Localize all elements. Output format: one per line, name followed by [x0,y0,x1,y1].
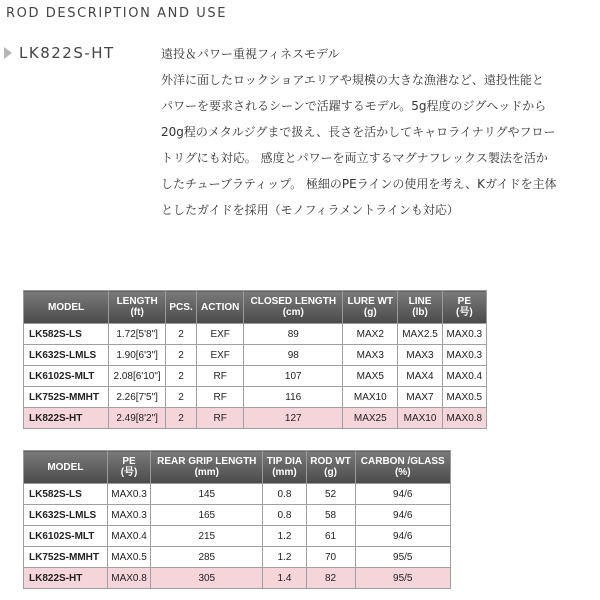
table-cell: MAX0.8 [107,568,151,589]
spec-table-grip [23,450,451,589]
table-cell: 58 [306,505,355,526]
table-row [24,568,451,589]
model-cell: LK752S-MMHT [24,387,109,408]
table-cell: EXF [197,345,244,366]
table-row [24,366,487,387]
column-header [24,451,108,484]
table-cell: 0.8 [263,505,306,526]
column-header [107,451,151,484]
table-cell: MAX3 [398,345,442,366]
table-cell: 2 [166,366,197,387]
column-header-label: LURE WT [347,296,394,307]
table-row [24,408,487,429]
column-header-label: TIP DIA [266,456,303,467]
model-cell: LK752S-MMHT [24,547,108,568]
table-cell: MAX25 [343,408,398,429]
table-cell: 285 [151,547,263,568]
column-header-label: REAR GRIP LENGTH [157,456,257,467]
column-header [442,291,486,324]
table-cell: MAX0.5 [442,387,486,408]
table-header-row [24,451,451,484]
table-cell: 2.08[6'10"] [109,366,166,387]
table-cell: MAX10 [343,387,398,408]
column-header-label: CARBON /GLASS [360,456,445,467]
table-cell: 2 [166,324,197,345]
column-header [151,451,263,484]
table-cell: 165 [151,505,263,526]
table-cell: 89 [244,324,343,345]
column-header-unit: (号) [455,307,473,318]
table-cell: 0.8 [263,484,306,505]
table-cell: MAX0.3 [107,484,151,505]
table-cell: MAX0.3 [442,345,486,366]
column-header [244,291,343,324]
triangle-arrow-icon [4,47,12,59]
column-header-label: LENGTH [116,296,158,307]
table-cell: 95/5 [355,547,450,568]
model-name: LK822S-HT [19,44,115,62]
table-cell: 127 [244,408,343,429]
description-line: パワーを要求されるシーンで活躍するモデル。5g程度のジグヘッドから [161,99,547,113]
table-cell: 2 [166,408,197,429]
table-cell: 1.2 [263,547,306,568]
table-cell: RF [197,408,244,429]
table-cell: MAX0.3 [107,505,151,526]
table-cell: MAX7 [398,387,442,408]
column-header-unit: (ft) [130,307,144,318]
column-header-unit: (mm) [272,467,297,478]
column-header [109,291,166,324]
description-line: トリグにも対応。 感度とパワーを両立するマグナフレックス製法を活か [161,151,548,165]
column-header [343,291,398,324]
section-title: ROD DESCRIPTION AND USE [6,6,228,21]
table-row [24,505,451,526]
model-cell: LK582S-LS [24,324,109,345]
description-line: としたガイドを採用（モノフィラメントラインも対応） [161,203,459,217]
model-cell: LK822S-HT [24,568,108,589]
model-cell: LK6102S-MLT [24,526,108,547]
model-cell: LK582S-LS [24,484,108,505]
table-row [24,345,487,366]
table-cell: 98 [244,345,343,366]
table-cell: MAX3 [343,345,398,366]
column-header-label: MODEL [47,461,84,473]
table-cell: MAX0.3 [442,324,486,345]
table-cell: 52 [306,484,355,505]
column-header-unit: (g) [324,467,337,478]
description-line: 20g程のメタルジグまで扱え、長さを活かしてキャロライナリグやフロー [161,125,556,139]
description-line: 外洋に面したロックショアエリアや規模の大きな漁港など、遠投性能と [161,73,544,87]
column-header [306,451,355,484]
table-row [24,547,451,568]
table-row [24,526,451,547]
table-cell: 61 [306,526,355,547]
description-line: 遠投＆パワー重視フィネスモデル [161,47,340,61]
table-cell: 2.26[7'5"] [109,387,166,408]
table-cell: 215 [151,526,263,547]
model-cell: LK632S-LMLS [24,345,109,366]
table-row [24,324,487,345]
model-heading [4,44,115,62]
table-cell: RF [197,366,244,387]
column-header [355,451,450,484]
column-header-unit: (mm) [194,467,220,478]
column-header [263,451,306,484]
column-header-label: PE [457,296,471,307]
column-header [398,291,442,324]
table-header-row [24,291,487,324]
table-cell: 1.2 [263,526,306,547]
table-row [24,387,487,408]
model-cell: LK822S-HT [24,408,109,429]
column-header [24,291,109,324]
column-header-unit: (g) [363,307,377,318]
column-header-label: LINE [408,296,432,307]
table-cell: 1.90[6'3"] [109,345,166,366]
table-cell: MAX5 [343,366,398,387]
table-cell: 70 [306,547,355,568]
table-cell: 94/6 [355,505,450,526]
table-cell: 2.49[8'2"] [109,408,166,429]
table-cell: RF [197,387,244,408]
column-header-label: PCS. [169,301,193,313]
table-cell: 145 [151,484,263,505]
column-header [197,291,244,324]
column-header-unit: (%) [394,467,411,478]
table-cell: MAX0.8 [442,408,486,429]
spec-table-main [23,290,487,429]
table-cell: MAX0.4 [107,526,151,547]
table-cell: 1.72[5'8"] [109,324,166,345]
table-cell: 95/5 [355,568,450,589]
table-cell: 107 [244,366,343,387]
column-header-label: MODEL [48,301,85,313]
table-cell: 305 [151,568,263,589]
column-header-label: CLOSED LENGTH [250,296,337,307]
table-cell: 2 [166,387,197,408]
table-cell: MAX2 [343,324,398,345]
table-cell: 94/6 [355,484,450,505]
description-line: したチューブラティップ。 極細のPEラインの使用を考え、Kガイドを主体 [161,177,557,191]
column-header-unit: (lb) [412,307,428,318]
column-header [166,291,197,324]
table-cell: MAX10 [398,408,442,429]
table-row [24,484,451,505]
model-cell: LK632S-LMLS [24,505,108,526]
column-header-label: PE [122,456,136,467]
table-cell: MAX4 [398,366,442,387]
column-header-unit: (号) [120,467,138,478]
table-cell: EXF [197,324,244,345]
model-cell: LK6102S-MLT [24,366,109,387]
table-cell: MAX0.4 [442,366,486,387]
column-header-unit: (cm) [282,307,304,318]
column-header-label: ROD WT [310,456,351,467]
column-header-label: ACTION [201,301,240,313]
model-description [161,41,586,223]
table-cell: MAX2.5 [398,324,442,345]
table-cell: 94/6 [355,526,450,547]
table-cell: MAX0.5 [107,547,151,568]
table-cell: 2 [166,345,197,366]
table-cell: 82 [306,568,355,589]
table-cell: 116 [244,387,343,408]
table-cell: 1.4 [263,568,306,589]
